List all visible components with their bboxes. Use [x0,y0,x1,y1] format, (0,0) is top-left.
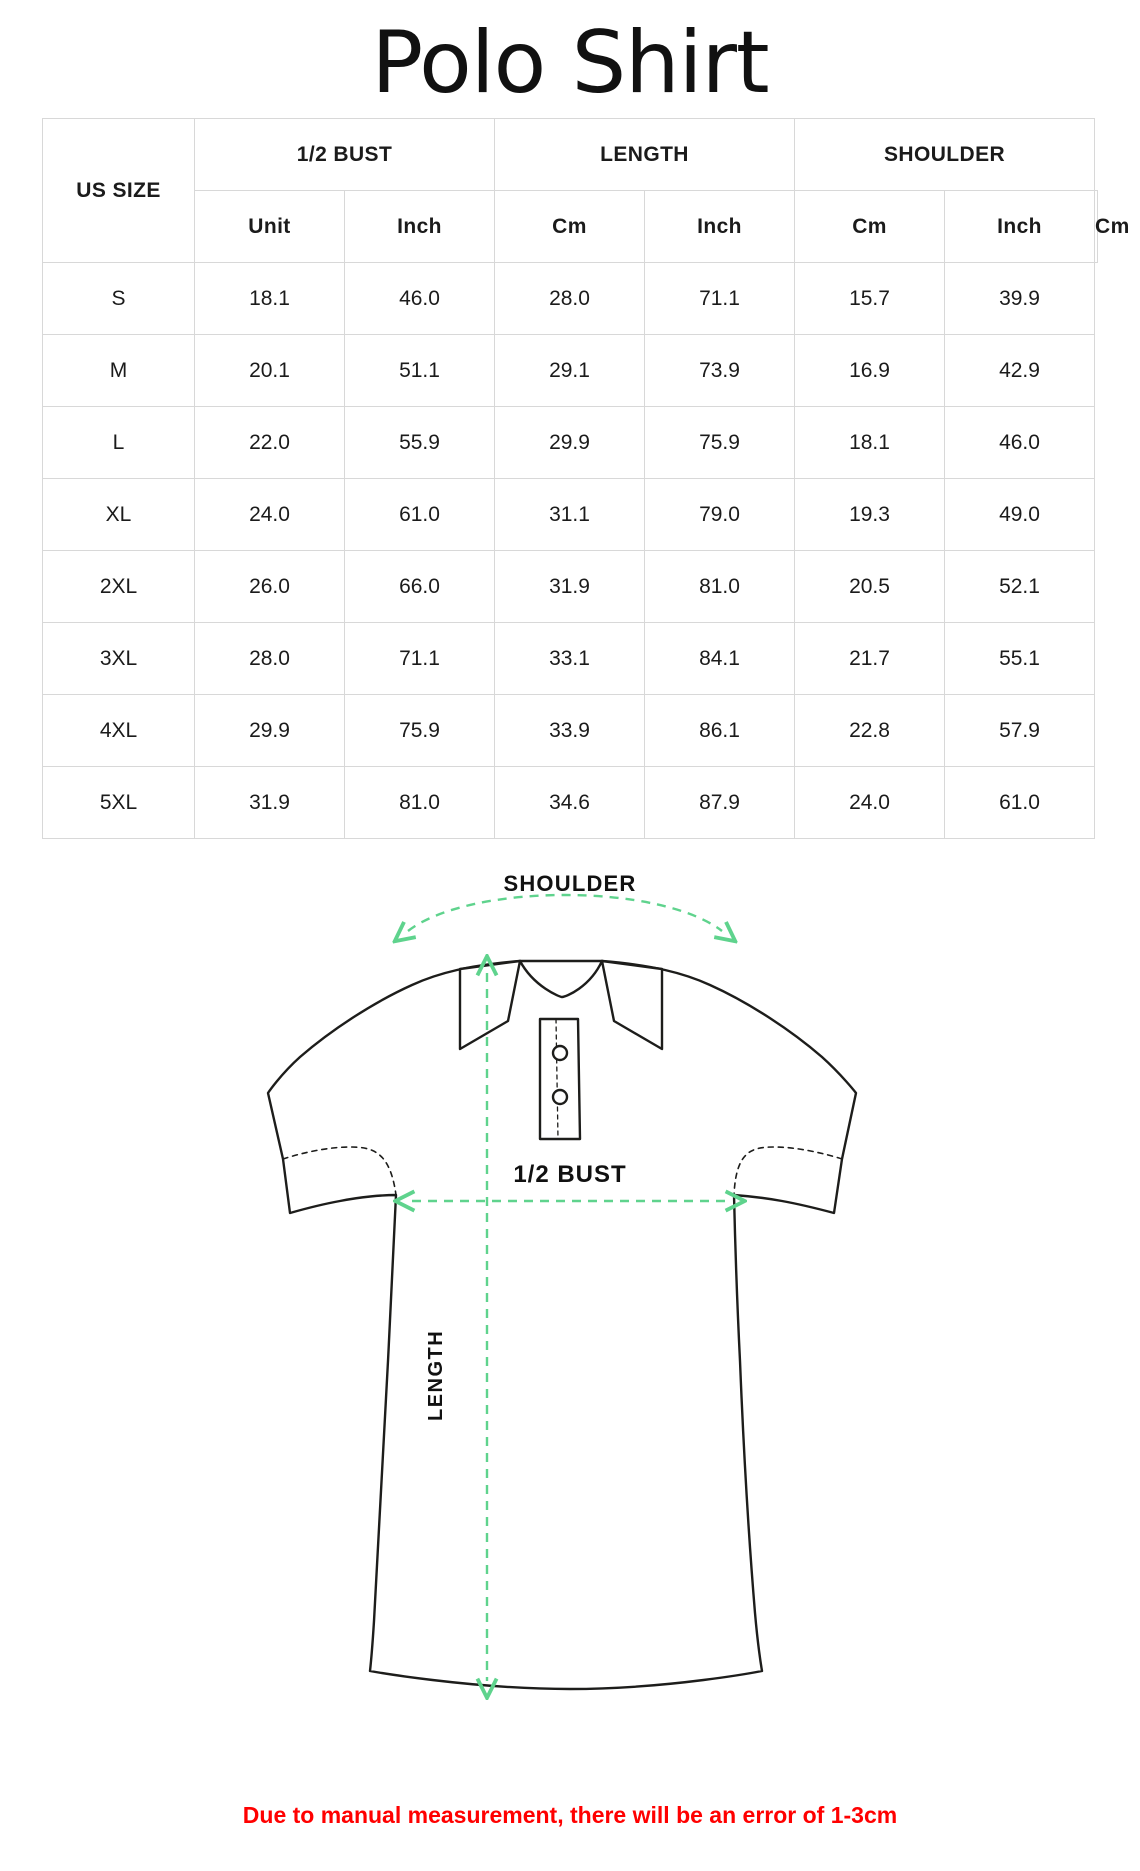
table-cell-bust-cm: 51.1 [345,335,495,407]
table-unit-bust-inch: Inch [345,191,495,263]
table-cell-size: 3XL [43,623,195,695]
diagram-label-bust: 1/2 BUST [513,1161,627,1189]
table-cell-length-cm: 73.9 [645,335,795,407]
table-cell-shoulder-inch: 21.7 [795,623,945,695]
table-cell-bust-cm: 61.0 [345,479,495,551]
table-cell-shoulder-cm: 39.9 [945,263,1095,335]
table-cell-length-inch: 31.1 [495,479,645,551]
table-cell-shoulder-inch: 20.5 [795,551,945,623]
table-cell-bust-inch: 24.0 [195,479,345,551]
measurement-disclaimer: Due to manual measurement, there will be an error of 1-3cm [242,1802,898,1828]
table-cell-length-cm: 86.1 [645,695,795,767]
table-cell-bust-inch: 28.0 [195,623,345,695]
table-cell-length-inch: 34.6 [495,767,645,839]
table-cell-length-inch: 29.1 [495,335,645,407]
table-cell-length-cm: 84.1 [645,623,795,695]
table-cell-shoulder-inch: 24.0 [795,767,945,839]
table-cell-bust-cm: 55.9 [345,407,495,479]
table-cell-size: 5XL [43,767,195,839]
table-cell-size: 2XL [43,551,195,623]
table-unit-bust-cm: Cm [495,191,645,263]
table-cell-bust-inch: 20.1 [195,335,345,407]
table-unit-header-row [43,191,1098,263]
diagram-label-length: LENGTH [425,1330,447,1422]
page-title: Polo Shirt [371,13,769,113]
table-row [43,767,1098,839]
size-chart-page [0,13,1140,1871]
table-cell-size: XL [43,479,195,551]
polo-shirt-illustration [0,861,1140,1741]
table-cell-length-cm: 79.0 [645,479,795,551]
table-cell-length-cm: 87.9 [645,767,795,839]
table-row [43,335,1098,407]
table-cell-length-cm: 71.1 [645,263,795,335]
table-row [43,551,1098,623]
size-table [42,118,1130,839]
table-cell-size: M [43,335,195,407]
table-header-us-size: US SIZE [43,119,195,263]
table-cell-shoulder-cm: 46.0 [945,407,1095,479]
table-group-header-row [43,119,1098,191]
table-row [43,695,1098,767]
table-cell-size: S [43,263,195,335]
table-unit-shoulder-cm: Cm [1095,191,1098,263]
table-row [43,479,1098,551]
table-cell-length-cm: 75.9 [645,407,795,479]
table-cell-bust-cm: 81.0 [345,767,495,839]
table-cell-length-inch: 28.0 [495,263,645,335]
table-header-shoulder: SHOULDER [795,119,1095,191]
table-unit-shoulder-inch: Inch [945,191,1095,263]
table-header-bust: 1/2 BUST [195,119,495,191]
size-table-container [42,118,1130,839]
table-cell-length-inch: 29.9 [495,407,645,479]
table-cell-bust-cm: 71.1 [345,623,495,695]
table-cell-bust-inch: 18.1 [195,263,345,335]
table-cell-length-inch: 31.9 [495,551,645,623]
measurement-diagram [0,861,1140,1741]
table-cell-shoulder-inch: 18.1 [795,407,945,479]
table-cell-shoulder-cm: 57.9 [945,695,1095,767]
shoulder-arrow [408,895,722,931]
table-cell-size: 4XL [43,695,195,767]
table-row [43,263,1098,335]
table-cell-length-cm: 81.0 [645,551,795,623]
table-cell-bust-inch: 29.9 [195,695,345,767]
table-cell-bust-inch: 26.0 [195,551,345,623]
table-cell-shoulder-inch: 15.7 [795,263,945,335]
table-cell-bust-cm: 66.0 [345,551,495,623]
table-row [43,623,1098,695]
table-cell-size: L [43,407,195,479]
table-cell-length-inch: 33.9 [495,695,645,767]
table-cell-bust-cm: 75.9 [345,695,495,767]
table-cell-bust-inch: 22.0 [195,407,345,479]
table-cell-shoulder-cm: 61.0 [945,767,1095,839]
table-header-unit: Unit [195,191,345,263]
table-cell-shoulder-inch: 16.9 [795,335,945,407]
table-cell-bust-inch: 31.9 [195,767,345,839]
table-unit-length-cm: Cm [795,191,945,263]
table-cell-shoulder-cm: 55.1 [945,623,1095,695]
table-unit-length-inch: Inch [645,191,795,263]
table-cell-bust-cm: 46.0 [345,263,495,335]
diagram-label-shoulder: SHOULDER [503,871,637,897]
table-cell-length-inch: 33.1 [495,623,645,695]
table-cell-shoulder-cm: 42.9 [945,335,1095,407]
table-cell-shoulder-inch: 22.8 [795,695,945,767]
table-cell-shoulder-inch: 19.3 [795,479,945,551]
table-header-length: LENGTH [495,119,795,191]
table-cell-shoulder-cm: 49.0 [945,479,1095,551]
table-cell-shoulder-cm: 52.1 [945,551,1095,623]
table-row [43,407,1098,479]
